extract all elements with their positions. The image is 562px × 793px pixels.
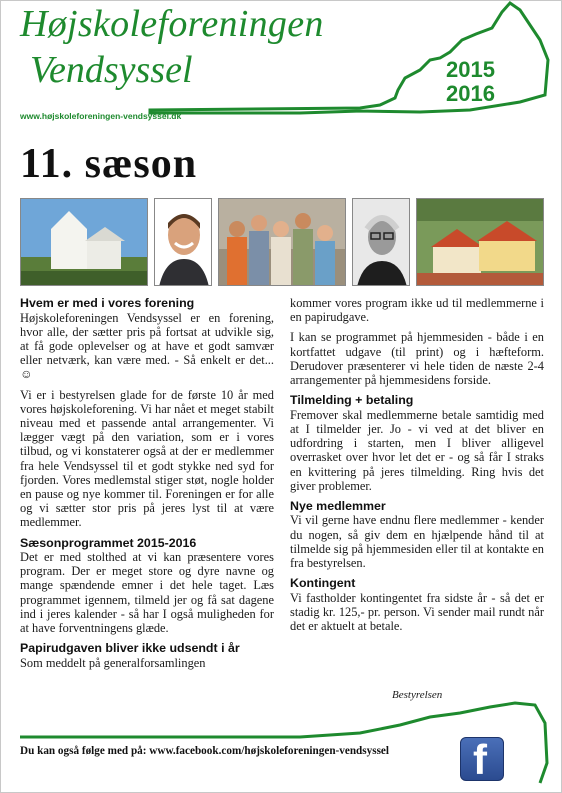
heading-paper-edition: Papirudgaven bliver ikke udsendt i år	[20, 641, 240, 656]
facebook-icon-letter: f	[473, 736, 487, 783]
paragraph: Det er med stolthed at vi kan præsentere vores program. Der er meget store og dyre navne og mange spændende emner i det hele taget. Læs programmet igennem, tilmeld jer og få sat dagene ind i jeres kalender - så har I også muligheden for at have forventningens glæde.	[20, 550, 274, 636]
season-title: 11. sæson	[20, 141, 198, 187]
title-line-2: Vendsyssel	[30, 49, 193, 91]
heading-fee: Kontingent	[290, 576, 356, 591]
church-photo	[20, 198, 148, 286]
paragraph: Som meddelt på generalforsamlingen	[20, 655, 206, 670]
paragraph: Højskoleforeningen Vendsyssel er en forening, hvor alle, der sætter pris på fortsat at udvikle sig, at få gode oplevelser og at have et godt samvær eller netværk, kan være med. - Så enkelt er det... ☺	[20, 310, 274, 382]
paragraph: Vi fastholder kontingentet fra sidste år - så det er stadig kr. 125,- pr. person. Vi sender mail rundt når det er aktuelt at betale.	[290, 590, 544, 634]
portrait-man-glasses-photo	[352, 198, 410, 286]
group-photo	[218, 198, 346, 286]
signature: Bestyrelsen	[392, 689, 443, 701]
heading-new-members: Nye medlemmer	[290, 498, 386, 513]
facebook-footer-text[interactable]: Du kan også følge med på: www.facebook.com/højskoleforeningen-vendsyssel	[20, 745, 389, 757]
portrait-man-smiling-photo	[154, 198, 212, 286]
paragraph: Fremover skal medlemmerne betale samtidig med at I tilmelder jer. Jo - vi ved at det bliver en udfordring i starten, men I bliver alligevel overrasket over hvor let det er - og så får I straks en kvittering på jeres tilmelding. Ring hvis det giver problemer.	[290, 407, 544, 493]
heading-registration: Tilmelding + betaling	[290, 393, 414, 408]
heading-program: Sæsonprogrammet 2015-2016	[20, 535, 197, 550]
title-line-1: Højskoleforeningen	[20, 3, 324, 45]
website-link[interactable]: www.højskoleforeningen-vendsyssel.dk	[20, 111, 182, 121]
paragraph: Vi er i bestyrelsen glade for de første 10 år med vores højskoleforening. Vi har nået et meget stabilt niveau med et passende antal arrangementer. Vi lægger vægt på den variation, som er i vores tilbud, og vi konstaterer også at der er medlemmer fra hele Vendsyssel til et godt stykke ned syd for fjorden. Vores medlemstal stiger støt, nogle holder en pause og nye kommer til. Foreningen er for alle og vi sætter stor pris på jeres lyst til at være medlemmer.	[20, 387, 274, 530]
year-end: 2016	[446, 81, 495, 106]
facebook-icon[interactable]	[460, 737, 504, 781]
buildings-aerial-photo	[416, 198, 544, 286]
paragraph: kommer vores program ikke ud til medlemmerne i en papirudgave.	[290, 296, 544, 325]
paragraph: Vi vil gerne have endnu flere medlemmer - kender du nogen, så giv dem en hjælpende hånd til at tilmelde sig på hjemmesiden eller til at kontakte en fra bestyrelsen.	[290, 513, 544, 571]
season-years	[446, 58, 495, 106]
left-column	[20, 296, 274, 676]
heading-members: Hvem er med i vores forening	[20, 296, 195, 310]
paragraph: I kan se programmet på hjemmesiden - både i en kortfattet udgave (til print) og i hæfteform. Derudover præsenterer vi hele tiden de næste 2-4 arrangementer på hjemmesidens forside.	[290, 330, 544, 388]
year-start: 2015	[446, 57, 495, 82]
right-column	[290, 296, 544, 639]
